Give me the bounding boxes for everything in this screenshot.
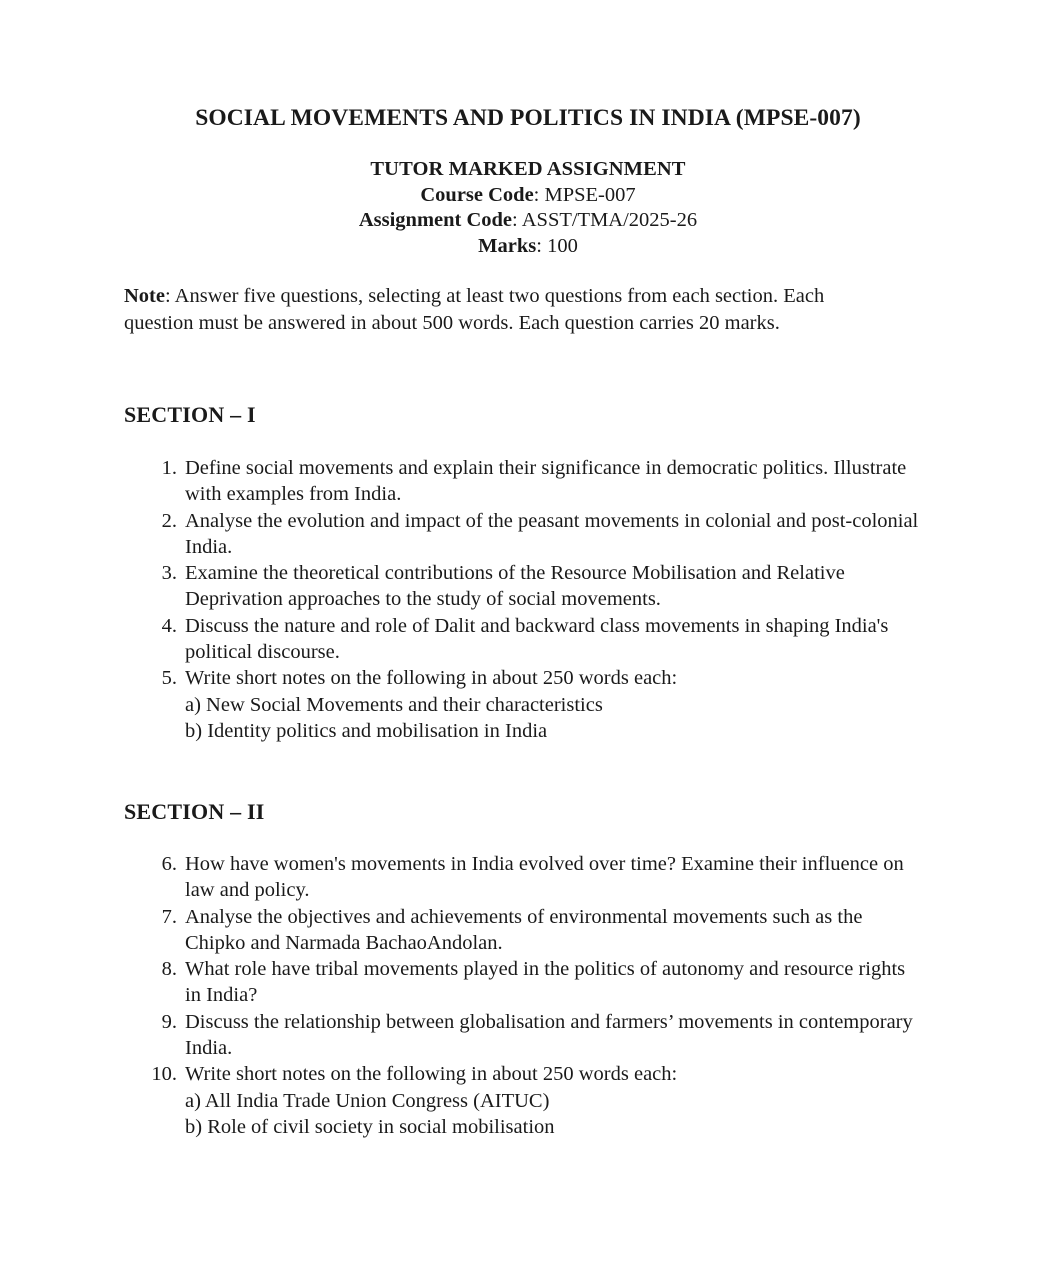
question-body — [185, 455, 925, 508]
question-text: Analyse the objectives and achievements of environmental movements such as the Chipko and Narmada BachaoAndolan. — [185, 905, 863, 954]
question-item — [0, 1009, 1056, 1062]
question-text: Write short notes on the following in about 250 words each: — [185, 1063, 678, 1086]
question-body — [185, 1061, 925, 1140]
question-subitem: b) Identity politics and mobilisation in India — [185, 719, 548, 742]
question-body — [185, 1009, 925, 1062]
question-body — [185, 508, 925, 561]
question-item — [0, 904, 1056, 957]
question-body — [185, 904, 925, 957]
question-item — [0, 665, 1056, 744]
course-code-value: : MPSE-007 — [533, 183, 636, 206]
question-body — [185, 665, 925, 744]
question-number: 6. — [161, 853, 177, 875]
question-number: 4. — [161, 614, 177, 637]
question-number: 7. — [161, 905, 177, 928]
question-text: Analyse the evolution and impact of the peasant movements in colonial and post-colonial India. — [185, 509, 919, 558]
question-item — [0, 956, 1056, 1009]
question-item — [0, 560, 1056, 613]
question-text: Write short notes on the following in about 250 words each: — [185, 667, 678, 690]
question-text: Examine the theoretical contributions of the Resource Mobilisation and Relative Deprivation approaches to the study of social movements. — [185, 562, 845, 611]
question-subitem: b) Role of civil society in social mobilisation — [185, 1115, 555, 1138]
question-body — [185, 956, 925, 1009]
question-item — [0, 508, 1056, 561]
question-number: 1. — [161, 457, 177, 479]
question-subitem: a) All India Trade Union Congress (AITUC) — [185, 1089, 550, 1112]
question-number: 2. — [161, 509, 177, 532]
question-number: 8. — [161, 958, 177, 981]
note-paragraph — [124, 283, 864, 336]
question-item — [0, 1061, 1056, 1140]
question-body — [185, 560, 925, 613]
question-number: 5. — [161, 667, 177, 690]
marks-label: Marks — [478, 234, 537, 257]
question-text: Discuss the nature and role of Dalit and backward class movements in shaping India's political discourse. — [185, 614, 889, 664]
question-text: Discuss the relationship between globalisation and farmers’ movements in contemporary India. — [185, 1010, 913, 1060]
question-text: What role have tribal movements played in the politics of autonomy and resource rights in India? — [185, 958, 906, 1007]
assignment-code-label: Assignment Code — [358, 209, 513, 231]
question-text: How have women's movements in India evolved over time? Examine their influence on law and policy. — [185, 853, 904, 902]
question-body — [185, 851, 925, 904]
page-title: SOCIAL MOVEMENTS AND POLITICS IN INDIA (MPSE-007) — [195, 105, 861, 131]
question-number: 10. — [151, 1063, 177, 1086]
question-list-section-2 — [0, 851, 1056, 1140]
question-subitem: a) New Social Movements and their characteristics — [185, 693, 603, 716]
question-number: 3. — [161, 562, 177, 585]
question-item — [0, 851, 1056, 904]
question-item — [0, 455, 1056, 508]
assignment-code-line — [0, 208, 1056, 234]
marks-value: : 100 — [536, 234, 578, 257]
question-body — [185, 613, 925, 666]
note-label: Note — [124, 285, 165, 307]
assignment-heading-text: TUTOR MARKED ASSIGNMENT — [370, 158, 686, 180]
assignment-code-value: : ASST/TMA/2025-26 — [512, 209, 698, 231]
section-heading-2: SECTION – II — [124, 799, 265, 824]
question-text: Define social movements and explain their significance in democratic politics. Illustrate with examples from India. — [185, 457, 907, 506]
question-list-section-1 — [0, 455, 1056, 744]
course-code-line — [0, 183, 1056, 209]
note-text: : Answer five questions, selecting at least two questions from each section. Each question must be answered in about 500 words. Each question carries 20 marks. — [124, 285, 825, 334]
question-item — [0, 613, 1056, 666]
section-heading-1: SECTION – I — [124, 402, 256, 427]
assignment-meta-block — [0, 157, 1056, 259]
course-code-label: Course Code — [420, 183, 534, 206]
question-number: 9. — [161, 1010, 177, 1033]
marks-line — [0, 234, 1056, 260]
assignment-heading — [0, 157, 1056, 183]
